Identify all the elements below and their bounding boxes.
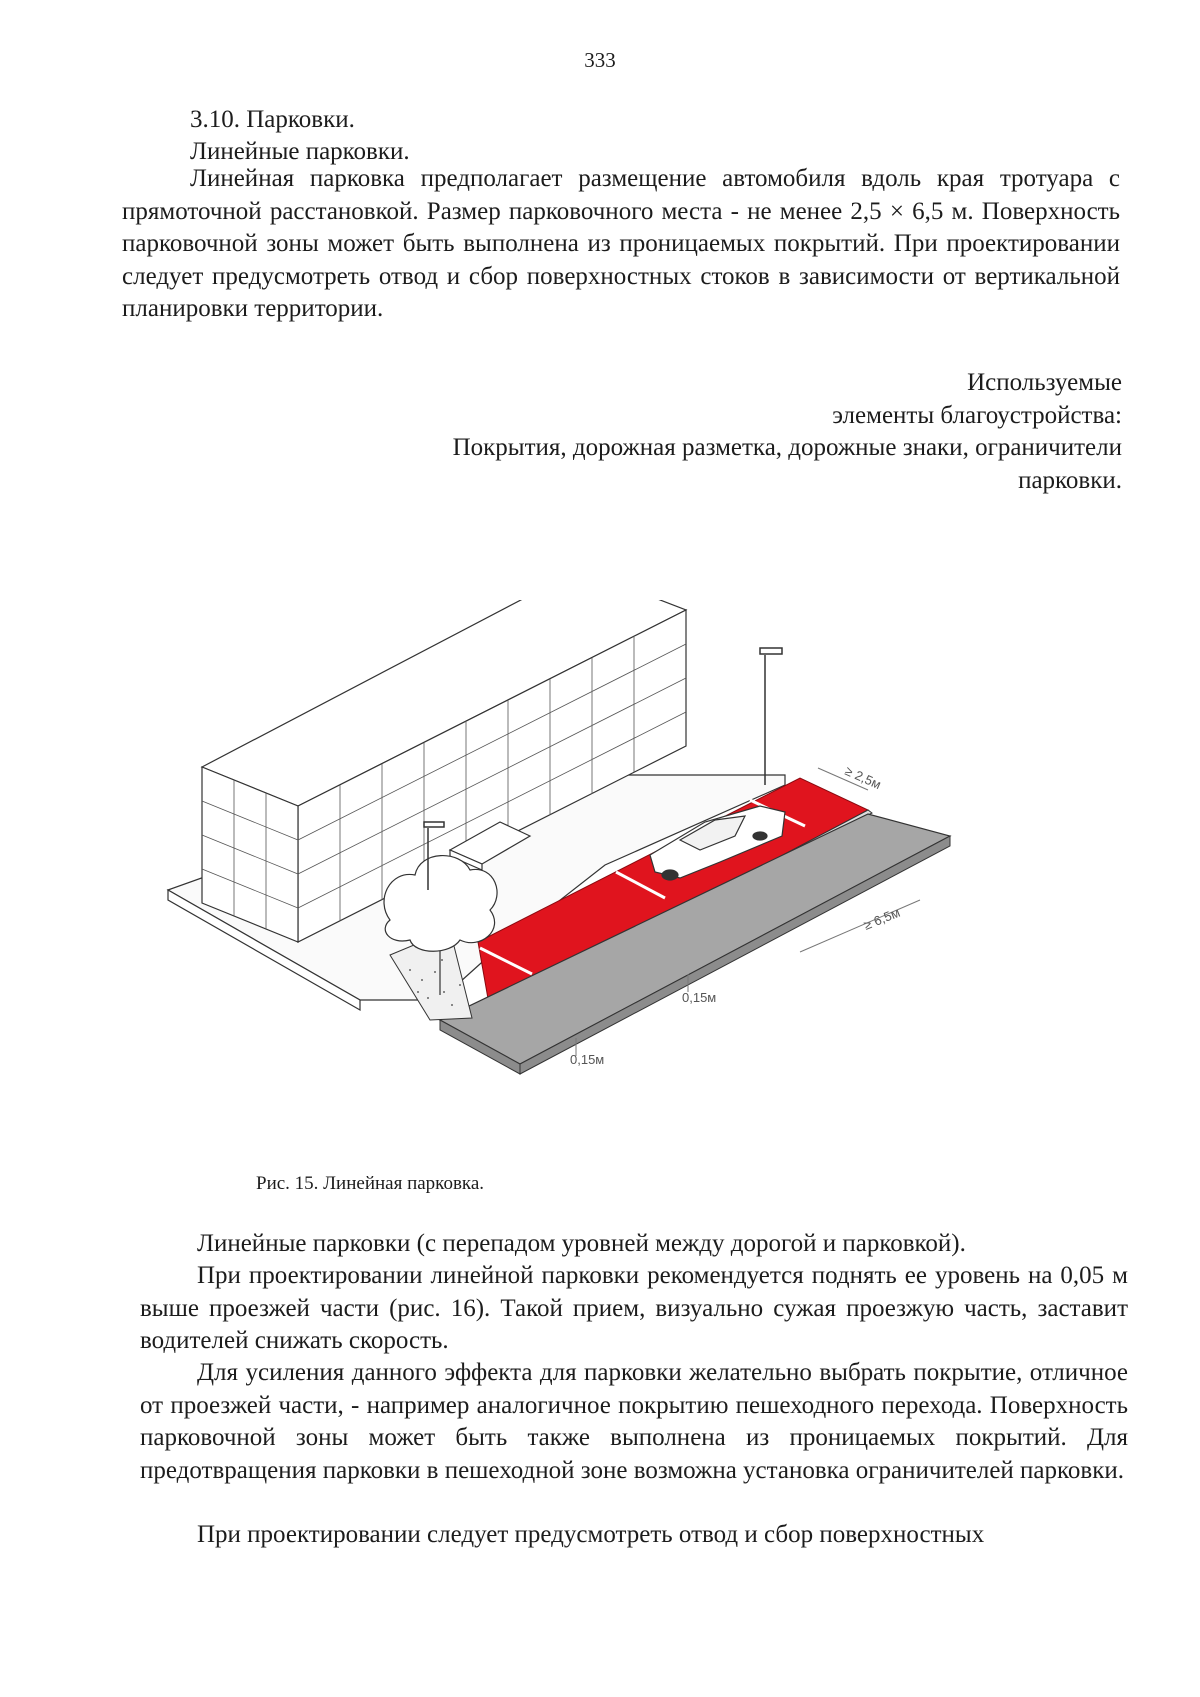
- page-number: 333: [584, 48, 616, 72]
- lower-paragraph-3: При проектировании следует предусмотреть отвод и сбор поверхностных: [197, 1521, 985, 1548]
- dim-curb-1: 0,15м: [682, 990, 717, 1005]
- figure-linear-parking: [160, 600, 1040, 1170]
- section-paragraph: Линейная парковка предполагает размещение автомобиля вдоль края тротуара с прямоточной расстановкой. Размер парковочного места - не менее 2,5 × 6,5 м. Поверхность парковочной зоны может быть выполнена из проницаемых покрытий. При проектировании следует предусмотреть отвод и сбор поверхностных стоков в зависимости от вертикальной планировки территории.: [122, 165, 1120, 322]
- lower-heading: Линейные парковки (с перепадом уровней между дорогой и парковкой).: [197, 1230, 966, 1257]
- elements-line-1: Используемые: [967, 369, 1122, 396]
- figure-drawing: [160, 600, 1040, 1170]
- lower-paragraph-2: Для усиления данного эффекта для парковки желательно выбрать покрытие, отличное от проезжей части, - например аналогичное покрытию пешеходного перехода. Поверхность парковочной зоны может быть также выполнена из проницаемых покрытий. Для предотвращения парковки в пешеходной зоне возможна установка ограничителей парковки.: [140, 1359, 1128, 1484]
- section-subtitle: Линейные парковки.: [190, 138, 410, 165]
- figure-caption: Рис. 15. Линейная парковка.: [256, 1173, 485, 1194]
- elements-line-3: Покрытия, дорожная разметка, дорожные знаки, ограничители: [452, 434, 1122, 461]
- dim-curb-2: 0,15м: [570, 1052, 605, 1067]
- dim-width: ≥ 2,5м: [842, 763, 884, 793]
- elements-line-4: парковки.: [1018, 466, 1122, 494]
- dim-length: ≥ 6,5м: [861, 904, 903, 933]
- elements-block: [362, 367, 1122, 497]
- section-title: 3.10. Парковки.: [190, 106, 355, 133]
- elements-line-2: элементы благоустройства:: [832, 401, 1122, 429]
- lower-paragraph-1: При проектировании линейной парковки рекомендуется поднять ее уровень на 0,05 м выше проезжей части (рис. 16). Такой прием, визуально сужая проезжую часть, заставит водителей снижать скорость.: [140, 1262, 1128, 1354]
